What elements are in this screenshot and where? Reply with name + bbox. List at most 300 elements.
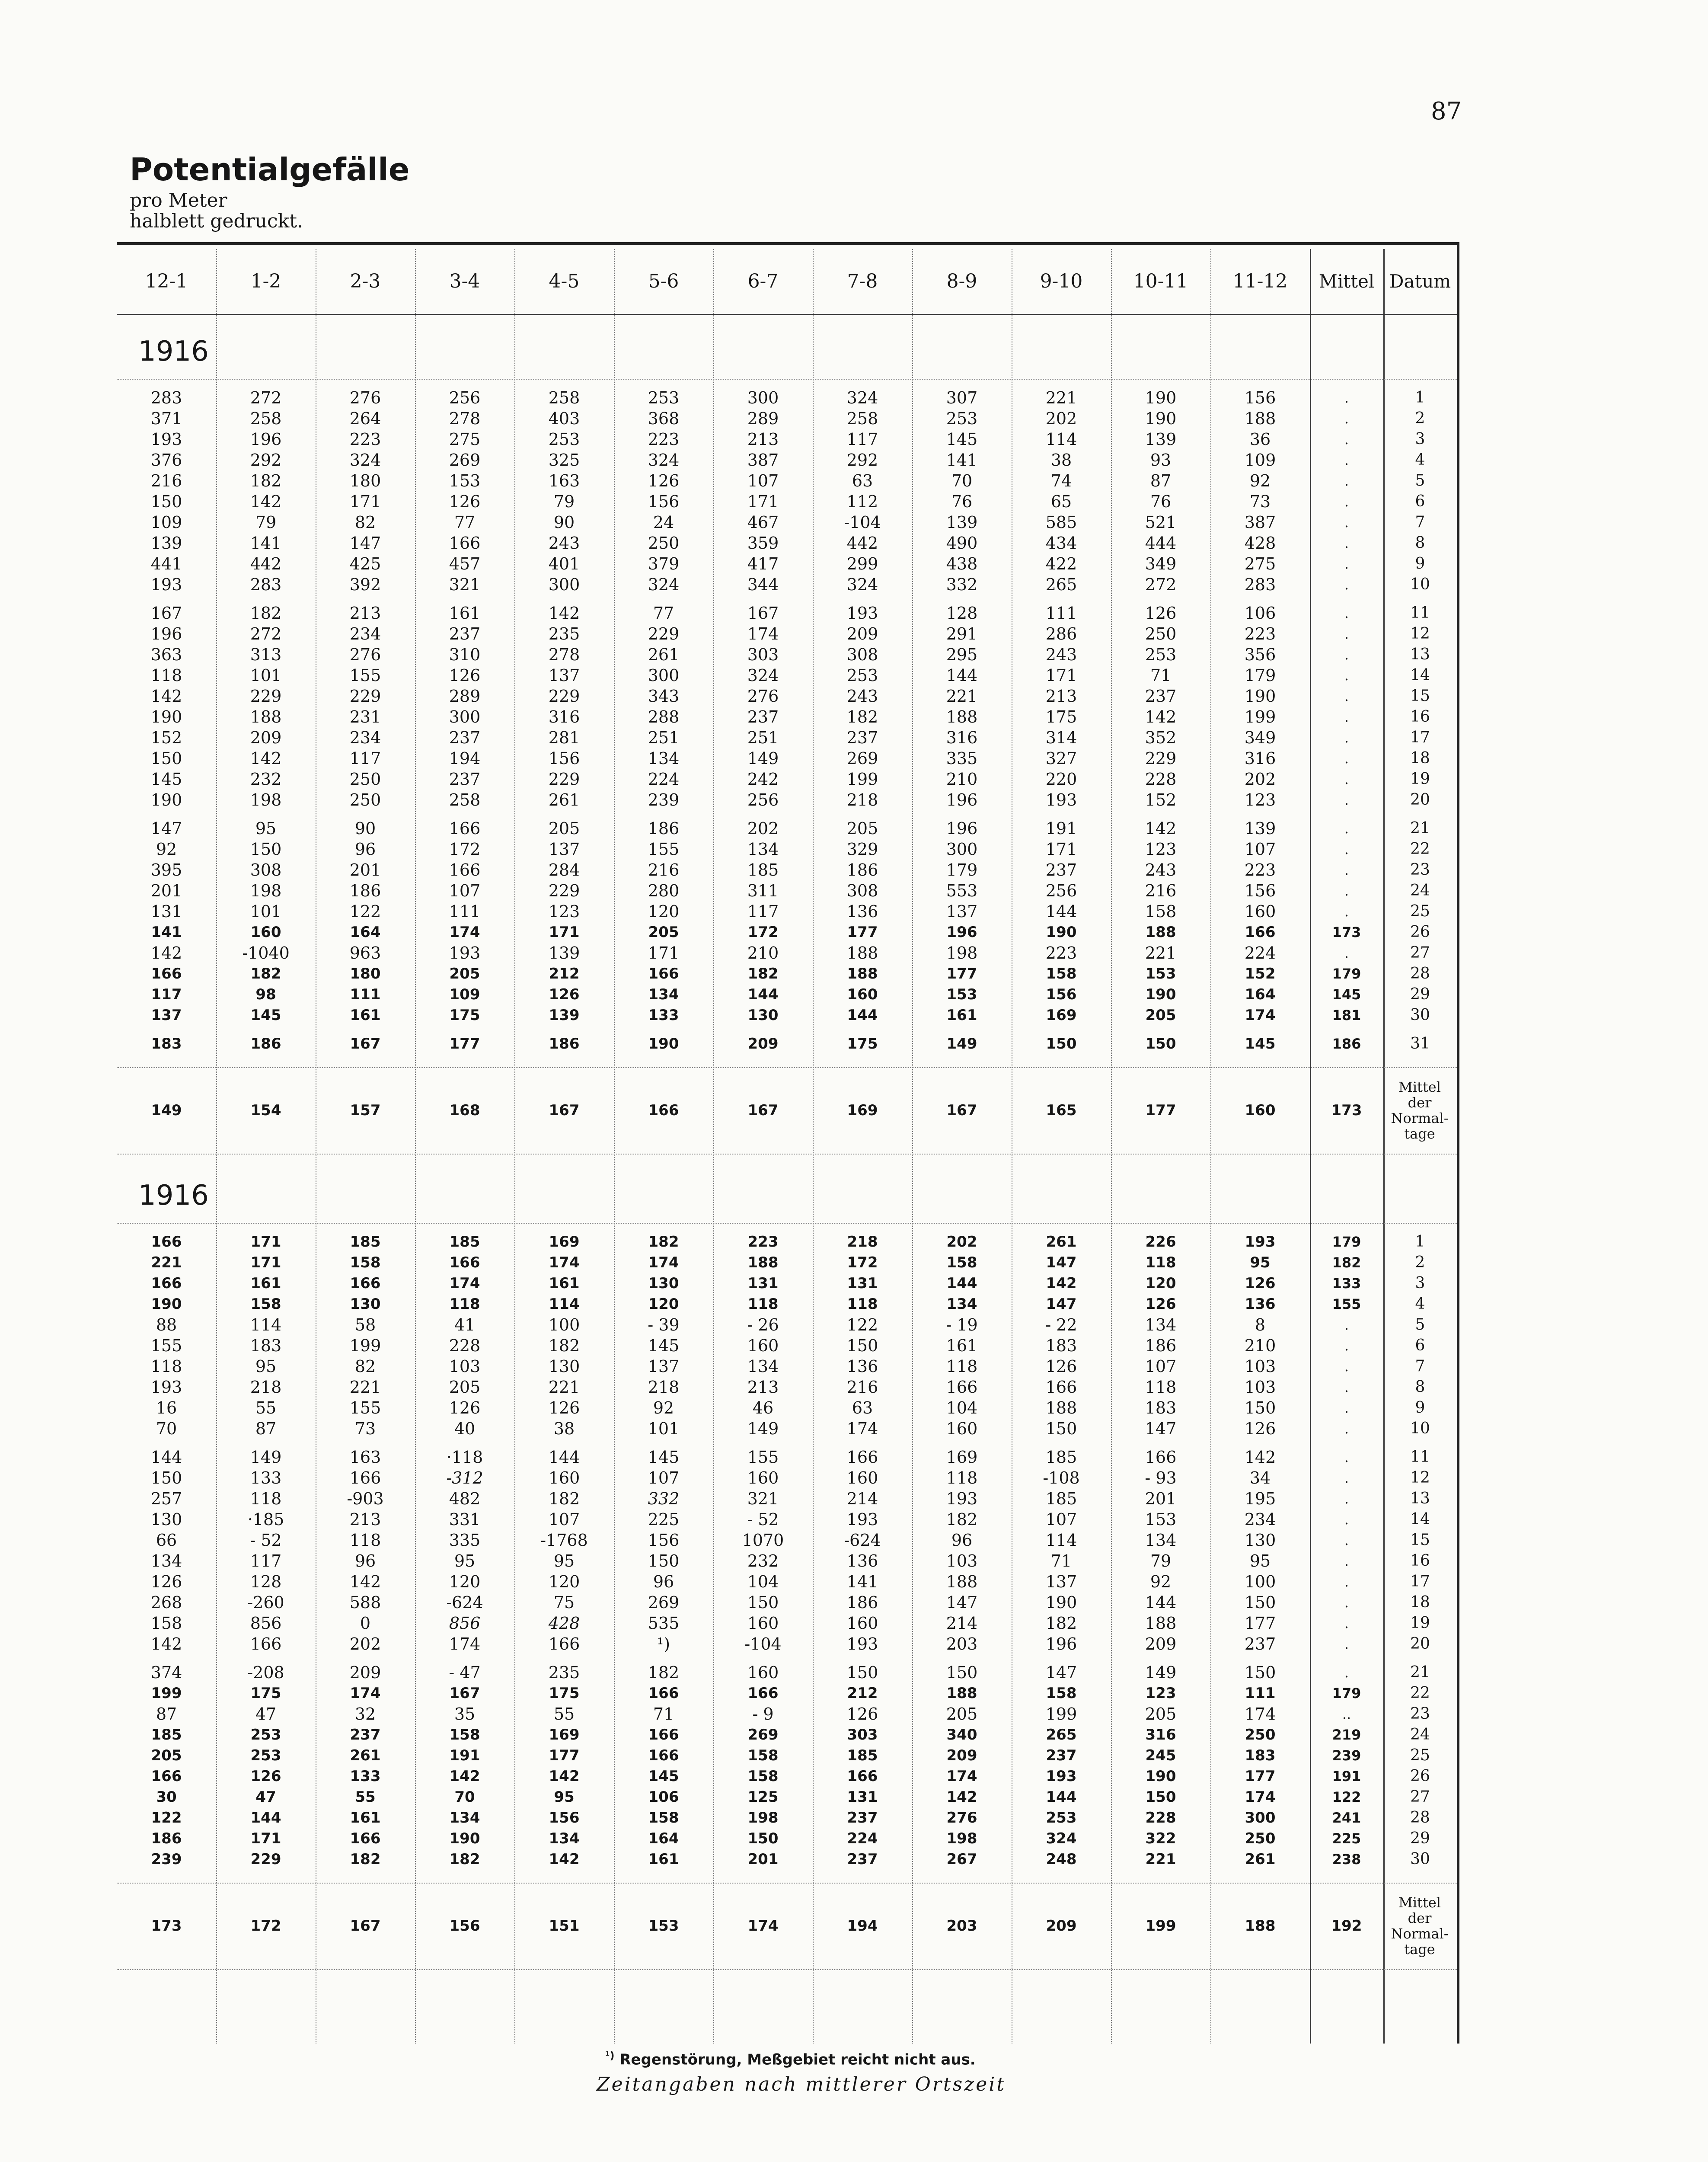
table-cell: 47 bbox=[255, 1788, 276, 1806]
table-cell: 196 bbox=[946, 924, 977, 941]
mean-cell: 239 bbox=[1332, 1747, 1361, 1764]
table-cell: 118 bbox=[1145, 1254, 1176, 1271]
table-row bbox=[117, 901, 1457, 922]
table-cell: 283 bbox=[1244, 575, 1276, 594]
table-cell: 387 bbox=[747, 451, 779, 470]
table-cell: 95 bbox=[554, 1788, 575, 1806]
table-cell: 193 bbox=[1245, 1233, 1276, 1251]
date-cell: 18 bbox=[1410, 749, 1430, 767]
table-cell: 223 bbox=[349, 430, 381, 449]
table-cell: 185 bbox=[151, 1726, 182, 1743]
table-cell: 46 bbox=[752, 1398, 774, 1417]
table-cell: 403 bbox=[548, 409, 580, 428]
table-cell: 34 bbox=[1249, 1468, 1271, 1487]
mean-cell: . bbox=[1344, 1449, 1349, 1465]
column-header: 10-11 bbox=[1133, 270, 1188, 292]
table-cell: 186 bbox=[349, 881, 381, 900]
table-row bbox=[117, 470, 1457, 491]
table-cell: 130 bbox=[350, 1295, 381, 1313]
table-cell: 41 bbox=[454, 1315, 476, 1334]
date-cell: 12 bbox=[1410, 1469, 1430, 1487]
table-cell: 137 bbox=[648, 1357, 680, 1376]
table-cell: 166 bbox=[151, 965, 182, 982]
table-cell: 175 bbox=[250, 1685, 281, 1702]
table-cell: 269 bbox=[747, 1726, 779, 1743]
table-cell: 96 bbox=[951, 1531, 973, 1550]
column-header: 1-2 bbox=[250, 270, 281, 292]
table-cell: 171 bbox=[747, 492, 779, 511]
date-cell: 6 bbox=[1415, 1337, 1425, 1354]
date-cell: 26 bbox=[1410, 923, 1430, 941]
table-cell: 149 bbox=[250, 1448, 282, 1467]
table-cell: 101 bbox=[250, 902, 282, 921]
mean-cell: . bbox=[1344, 820, 1349, 837]
table-cell: 139 bbox=[548, 943, 580, 963]
table-cell: 79 bbox=[553, 492, 575, 511]
table-cell: 130 bbox=[150, 1510, 182, 1529]
table-cell: 177 bbox=[946, 965, 977, 982]
table-cell: 272 bbox=[250, 388, 282, 407]
date-cell: 3 bbox=[1415, 430, 1425, 448]
table-cell: 66 bbox=[156, 1531, 177, 1550]
table-cell: 201 bbox=[150, 881, 182, 900]
table-cell: 141 bbox=[250, 534, 282, 553]
table-row bbox=[117, 963, 1457, 984]
table-cell: 422 bbox=[1045, 554, 1077, 573]
table-cell: 144 bbox=[250, 1809, 281, 1826]
table-cell: 182 bbox=[250, 965, 281, 982]
date-cell: 19 bbox=[1410, 1614, 1430, 1632]
table-cell: 149 bbox=[1145, 1663, 1177, 1682]
table-cell: 261 bbox=[1046, 1233, 1077, 1251]
table-cell: 32 bbox=[354, 1705, 376, 1724]
mean-label bbox=[1382, 1071, 1457, 1149]
date-cell: 23 bbox=[1410, 861, 1430, 879]
mean-cell: . bbox=[1344, 667, 1349, 684]
table-cell: 174 bbox=[946, 1768, 977, 1785]
table-cell: 425 bbox=[349, 554, 381, 573]
table-cell: 171 bbox=[250, 1254, 281, 1271]
table-cell: 283 bbox=[150, 388, 182, 407]
table-cell: 417 bbox=[747, 554, 779, 573]
table-row bbox=[117, 1033, 1457, 1054]
date-cell: 31 bbox=[1410, 1035, 1430, 1052]
table-cell: 308 bbox=[250, 860, 282, 880]
table-row bbox=[117, 1613, 1457, 1634]
table-cell: 82 bbox=[354, 1357, 376, 1376]
table-cell: 280 bbox=[648, 881, 680, 900]
table-cell: 95 bbox=[255, 819, 277, 838]
table-cell: 177 bbox=[1245, 1768, 1276, 1785]
column-header: Mittel bbox=[1319, 271, 1375, 292]
table-cell: 253 bbox=[1046, 1809, 1077, 1826]
table-cell: 177 bbox=[449, 1035, 480, 1052]
table-cell: 190 bbox=[150, 790, 182, 809]
mean-value: 154 bbox=[250, 1102, 281, 1119]
date-cell: 25 bbox=[1410, 1746, 1430, 1764]
table-cell: 166 bbox=[350, 1830, 381, 1847]
table-cell: 112 bbox=[846, 492, 878, 511]
table-cell: 188 bbox=[846, 943, 878, 963]
table-cell: 156 bbox=[648, 492, 680, 511]
table-cell: 147 bbox=[349, 534, 381, 553]
table-cell: 182 bbox=[747, 965, 779, 982]
date-cell: 6 bbox=[1415, 493, 1425, 510]
table-row bbox=[117, 1231, 1457, 1252]
date-cell: 13 bbox=[1410, 646, 1430, 663]
table-cell: 188 bbox=[1045, 1398, 1077, 1417]
table-cell: 70 bbox=[156, 1419, 177, 1438]
table-cell: 324 bbox=[846, 388, 878, 407]
table-cell: 152 bbox=[1245, 965, 1276, 982]
table-cell: 155 bbox=[150, 1336, 182, 1355]
table-cell: 261 bbox=[648, 645, 680, 664]
table-cell: 150 bbox=[1045, 1419, 1077, 1438]
table-cell: 292 bbox=[250, 451, 282, 470]
table-row bbox=[117, 624, 1457, 644]
date-cell: 15 bbox=[1410, 1531, 1430, 1549]
mean-cell: 122 bbox=[1332, 1789, 1361, 1805]
table-cell: 490 bbox=[946, 534, 978, 553]
table-cell: 229 bbox=[548, 770, 580, 789]
table-cell: -1040 bbox=[242, 943, 290, 963]
date-cell: 9 bbox=[1415, 555, 1425, 572]
table-cell: 253 bbox=[648, 388, 680, 407]
table-cell: 107 bbox=[648, 1468, 680, 1487]
table-cell: 191 bbox=[1045, 819, 1077, 838]
table-cell: 216 bbox=[648, 860, 680, 880]
table-cell: 126 bbox=[648, 471, 680, 490]
table-cell: 482 bbox=[449, 1489, 481, 1508]
date-cell: 3 bbox=[1415, 1274, 1425, 1292]
table-cell: 24 bbox=[653, 513, 674, 532]
table-cell: 55 bbox=[355, 1788, 376, 1806]
table-row bbox=[117, 1592, 1457, 1613]
table-cell: 221 bbox=[548, 1378, 580, 1397]
table-cell: 198 bbox=[946, 1830, 977, 1847]
date-cell: 13 bbox=[1410, 1490, 1430, 1507]
table-cell: 171 bbox=[349, 492, 381, 511]
table-cell: 58 bbox=[354, 1315, 376, 1334]
table-cell: 343 bbox=[648, 687, 680, 706]
table-cell: 228 bbox=[1145, 1809, 1176, 1826]
table-cell: 158 bbox=[946, 1254, 977, 1271]
table-cell: 179 bbox=[1244, 666, 1276, 685]
mean-label-line: der bbox=[1408, 1094, 1432, 1111]
table-cell: 158 bbox=[747, 1747, 779, 1764]
table-cell: 142 bbox=[946, 1788, 977, 1806]
table-cell: 258 bbox=[449, 790, 481, 809]
table-cell: 213 bbox=[349, 604, 381, 623]
subtitle-line-2: halblett gedruckt. bbox=[130, 210, 303, 232]
table-cell: 291 bbox=[946, 624, 978, 643]
mean-cell: 181 bbox=[1332, 1007, 1361, 1023]
table-cell: 161 bbox=[350, 1809, 381, 1826]
table-cell: 106 bbox=[1244, 604, 1276, 623]
table-cell: 310 bbox=[449, 645, 481, 664]
table-cell: 261 bbox=[1245, 1851, 1276, 1868]
table-cell: 149 bbox=[946, 1035, 977, 1052]
table-cell: 278 bbox=[548, 645, 580, 664]
mean-cell: . bbox=[1344, 410, 1349, 427]
table-cell: 202 bbox=[1045, 409, 1077, 428]
table-cell: 223 bbox=[747, 1233, 779, 1251]
table-cell: 160 bbox=[548, 1468, 580, 1487]
table-cell: 136 bbox=[846, 1551, 878, 1570]
table-row bbox=[117, 1252, 1457, 1273]
mean-cell: 179 bbox=[1332, 966, 1361, 982]
table-cell: 166 bbox=[846, 1448, 878, 1467]
table-cell: 175 bbox=[1045, 707, 1077, 726]
table-cell: 300 bbox=[747, 388, 779, 407]
table-cell: 139 bbox=[549, 1007, 580, 1024]
date-cell: 24 bbox=[1410, 882, 1430, 899]
table-row bbox=[117, 1273, 1457, 1294]
table-cell: ·185 bbox=[247, 1510, 284, 1529]
table-cell: 329 bbox=[846, 840, 878, 859]
table-cell: 284 bbox=[548, 860, 580, 880]
table-cell: 145 bbox=[250, 1007, 281, 1024]
table-cell: 186 bbox=[151, 1830, 182, 1847]
table-row bbox=[117, 387, 1457, 408]
table-cell: -903 bbox=[347, 1489, 384, 1508]
mean-cell: . bbox=[1344, 1664, 1349, 1681]
mean-cell: . bbox=[1344, 771, 1349, 787]
table-cell: 161 bbox=[946, 1336, 978, 1355]
mean-cell: 179 bbox=[1332, 1685, 1361, 1701]
table-cell: 186 bbox=[549, 1035, 580, 1052]
date-cell: 14 bbox=[1410, 1510, 1430, 1528]
table-cell: 212 bbox=[847, 1685, 878, 1702]
table-cell: 371 bbox=[150, 409, 182, 428]
table-cell: 160 bbox=[747, 1336, 779, 1355]
table-cell: 166 bbox=[847, 1768, 878, 1785]
table-cell: 144 bbox=[847, 1007, 878, 1024]
table-cell: 156 bbox=[648, 1531, 680, 1550]
table-cell: 387 bbox=[1244, 513, 1276, 532]
date-cell: 27 bbox=[1410, 1788, 1430, 1806]
table-cell: 237 bbox=[747, 707, 779, 726]
table-cell: 257 bbox=[150, 1489, 182, 1508]
table-cell: 212 bbox=[549, 965, 580, 982]
table-row bbox=[117, 665, 1457, 686]
table-cell: 193 bbox=[1046, 1768, 1077, 1785]
table-cell: -624 bbox=[844, 1531, 881, 1550]
table-cell: 202 bbox=[349, 1634, 381, 1653]
table-cell: 256 bbox=[1045, 881, 1077, 900]
table-cell: -104 bbox=[744, 1634, 782, 1653]
table-cell: 228 bbox=[1145, 770, 1177, 789]
table-cell: 153 bbox=[1145, 965, 1176, 982]
table-cell: 141 bbox=[151, 924, 182, 941]
date-cell: 18 bbox=[1410, 1593, 1430, 1611]
mean-label-line: tage bbox=[1404, 1126, 1435, 1142]
table-cell: 82 bbox=[354, 513, 376, 532]
table-cell: 321 bbox=[747, 1489, 779, 1508]
mean-cell: . bbox=[1344, 493, 1349, 510]
table-cell: 190 bbox=[1046, 924, 1077, 941]
table-cell: 150 bbox=[846, 1336, 878, 1355]
table-cell: 335 bbox=[946, 749, 978, 768]
table-cell: 205 bbox=[548, 819, 580, 838]
table-row bbox=[117, 790, 1457, 810]
table-row bbox=[117, 1398, 1457, 1418]
table-cell: 152 bbox=[150, 728, 182, 747]
table-row bbox=[117, 1849, 1457, 1870]
table-cell: 229 bbox=[349, 687, 381, 706]
table-cell: 101 bbox=[648, 1419, 680, 1438]
mean-cell: . bbox=[1344, 1532, 1349, 1548]
table-cell: 137 bbox=[946, 902, 978, 921]
table-cell: 209 bbox=[946, 1747, 977, 1764]
column-header: 3-4 bbox=[449, 270, 480, 292]
table-row bbox=[117, 429, 1457, 450]
mean-cell: 238 bbox=[1332, 1851, 1361, 1868]
mean-value: 173 bbox=[1331, 1102, 1362, 1119]
table-cell: 198 bbox=[747, 1809, 779, 1826]
table-cell: 95 bbox=[454, 1551, 476, 1570]
table-cell: 65 bbox=[1050, 492, 1072, 511]
table-cell: 71 bbox=[653, 1705, 674, 1724]
table-cell: 251 bbox=[747, 728, 779, 747]
table-cell: 147 bbox=[1046, 1295, 1077, 1313]
table-row bbox=[117, 839, 1457, 860]
table-cell: 70 bbox=[951, 471, 973, 490]
date-cell: 16 bbox=[1410, 708, 1430, 726]
table-cell: 126 bbox=[548, 1398, 580, 1417]
date-cell: 8 bbox=[1415, 534, 1425, 552]
table-cell: - 47 bbox=[449, 1663, 481, 1682]
table-cell: 147 bbox=[150, 819, 182, 838]
date-cell: 9 bbox=[1415, 1399, 1425, 1417]
table-cell: 441 bbox=[150, 554, 182, 573]
table-cell: 126 bbox=[549, 986, 580, 1003]
table-cell: 107 bbox=[1244, 840, 1276, 859]
table-cell: 166 bbox=[449, 819, 481, 838]
table-cell: 95 bbox=[1250, 1254, 1271, 1271]
date-cell: 21 bbox=[1410, 819, 1430, 837]
mean-cell: . bbox=[1344, 841, 1349, 857]
table-cell: 144 bbox=[1145, 1593, 1177, 1612]
table-cell: 174 bbox=[648, 1254, 679, 1271]
table-cell: 174 bbox=[846, 1419, 878, 1438]
table-cell: 193 bbox=[449, 943, 481, 963]
table-cell: 327 bbox=[1045, 749, 1077, 768]
table-cell: 196 bbox=[150, 624, 182, 643]
table-cell: 63 bbox=[852, 1398, 873, 1417]
table-row bbox=[117, 512, 1457, 533]
table-cell: 229 bbox=[548, 687, 580, 706]
mean-label-line: Mittel bbox=[1398, 1894, 1441, 1911]
table-cell: 196 bbox=[1045, 1634, 1077, 1653]
table-cell: 169 bbox=[549, 1233, 580, 1251]
table-cell: 161 bbox=[449, 604, 481, 623]
date-cell: 2 bbox=[1415, 1254, 1425, 1271]
table-cell: 278 bbox=[449, 409, 481, 428]
mean-value: 168 bbox=[449, 1102, 480, 1119]
table-cell: 134 bbox=[747, 840, 779, 859]
table-cell: 185 bbox=[350, 1233, 381, 1251]
table-cell: 216 bbox=[846, 1378, 878, 1397]
table-cell: 30 bbox=[156, 1788, 177, 1806]
table-cell: 144 bbox=[548, 1448, 580, 1467]
table-cell: 237 bbox=[449, 770, 481, 789]
table-cell: 150 bbox=[1244, 1593, 1276, 1612]
mean-cell: . bbox=[1344, 862, 1349, 878]
table-cell: 152 bbox=[1145, 790, 1177, 809]
table-cell: 166 bbox=[648, 1747, 679, 1764]
table-cell: 196 bbox=[946, 819, 978, 838]
table-cell: 137 bbox=[1045, 1572, 1077, 1591]
table-cell: 193 bbox=[150, 1378, 182, 1397]
table-cell: -208 bbox=[247, 1663, 284, 1682]
table-cell: 216 bbox=[150, 471, 182, 490]
mean-cell: . bbox=[1344, 750, 1349, 767]
table-cell: 316 bbox=[1145, 1726, 1176, 1743]
table-cell: 139 bbox=[1244, 819, 1276, 838]
table-cell: 205 bbox=[1145, 1007, 1176, 1024]
table-cell: 126 bbox=[449, 492, 481, 511]
table-cell: 268 bbox=[150, 1593, 182, 1612]
table-cell: 150 bbox=[747, 1830, 779, 1847]
table-cell: 1070 bbox=[742, 1531, 784, 1550]
table-cell: - 19 bbox=[946, 1315, 978, 1334]
column-header: 2-3 bbox=[350, 270, 381, 292]
table-cell: 75 bbox=[553, 1593, 575, 1612]
mean-row bbox=[117, 1887, 1457, 1965]
table-cell: 196 bbox=[946, 790, 978, 809]
table-cell: 177 bbox=[549, 1747, 580, 1764]
table-cell: 188 bbox=[946, 1685, 977, 1702]
table-cell: 275 bbox=[1244, 554, 1276, 573]
date-cell: 30 bbox=[1410, 1850, 1430, 1868]
date-cell: 17 bbox=[1410, 1573, 1430, 1590]
table-cell: 175 bbox=[847, 1035, 878, 1052]
table-cell: 288 bbox=[648, 707, 680, 726]
table-cell: 553 bbox=[946, 881, 978, 900]
mean-cell: . bbox=[1344, 792, 1349, 808]
table-cell: 134 bbox=[648, 749, 680, 768]
table-cell: 183 bbox=[250, 1336, 282, 1355]
section-rule bbox=[117, 379, 1457, 380]
mean-value: 167 bbox=[549, 1102, 580, 1119]
table-cell: 103 bbox=[449, 1357, 481, 1376]
mean-value: 199 bbox=[1145, 1917, 1176, 1935]
table-cell: 142 bbox=[150, 687, 182, 706]
table-cell: 155 bbox=[349, 1398, 381, 1417]
date-cell: 28 bbox=[1410, 965, 1430, 982]
table-cell: 166 bbox=[449, 534, 481, 553]
mean-cell: . bbox=[1344, 605, 1349, 621]
table-row bbox=[117, 860, 1457, 880]
table-cell: 142 bbox=[150, 943, 182, 963]
table-row bbox=[117, 1745, 1457, 1766]
table-cell: 126 bbox=[250, 1768, 281, 1785]
table-row bbox=[117, 880, 1457, 901]
table-cell: 198 bbox=[946, 943, 978, 963]
table-cell: 118 bbox=[747, 1295, 779, 1313]
table-cell: 308 bbox=[846, 645, 878, 664]
table-cell: 76 bbox=[1150, 492, 1172, 511]
table-cell: 376 bbox=[150, 451, 182, 470]
date-cell: 2 bbox=[1415, 409, 1425, 427]
mean-value: 177 bbox=[1145, 1102, 1176, 1119]
table-cell: 171 bbox=[250, 1830, 281, 1847]
table-cell: 209 bbox=[1145, 1634, 1177, 1653]
table-cell: 160 bbox=[846, 1468, 878, 1487]
table-cell: 90 bbox=[354, 819, 376, 838]
table-cell: - 39 bbox=[648, 1315, 680, 1334]
